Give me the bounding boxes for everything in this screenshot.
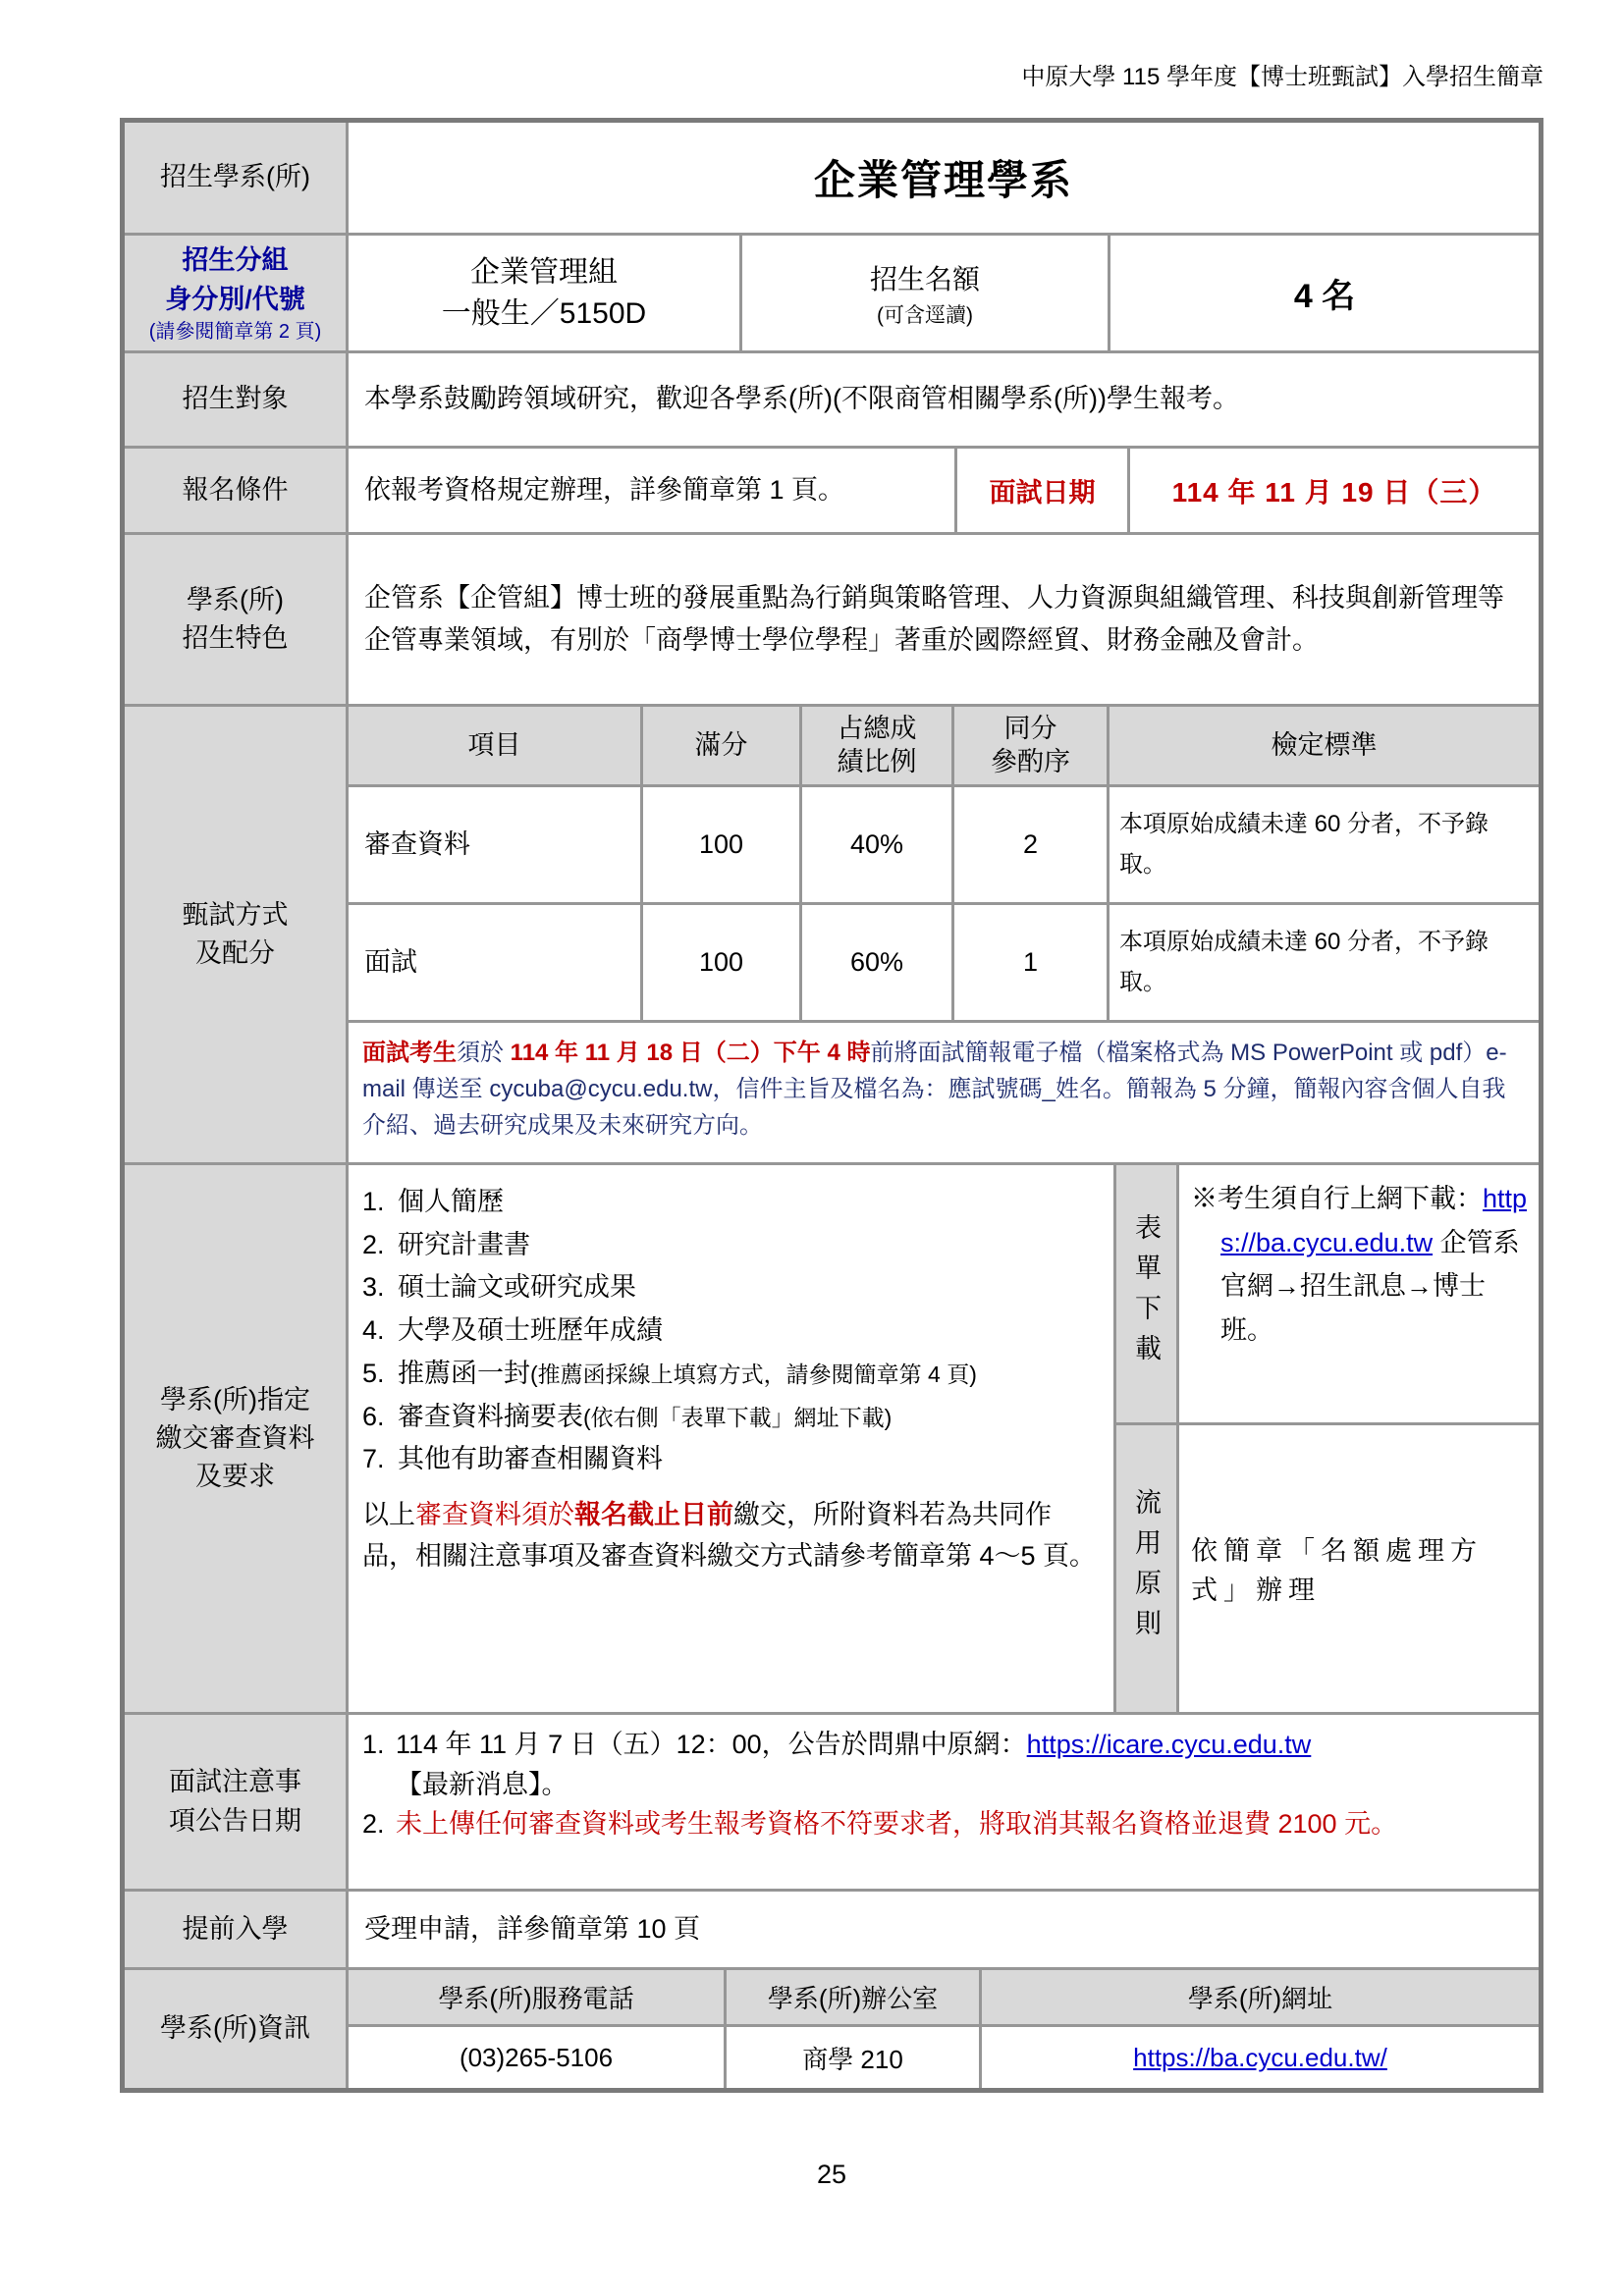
score-header-tie-line1: 同分 [1003,713,1057,743]
department-info-table [349,1970,1539,2088]
quota-label: 招生名額 [869,263,980,294]
list-item: 2. 研究計畫書 [362,1229,530,1259]
score-header-ratio-line2: 績比例 [837,746,917,776]
website-header: 學系(所)網址 [982,1970,1539,2024]
quota-flow-label-cell [1116,1425,1179,1712]
score-header-ratio [802,707,954,787]
submission-label-line1: 學系(所)指定 [160,1384,310,1415]
score-row2-tie: 1 [954,905,1110,1023]
exam-note-part3: 114 年 11 月 18 日（二）下午 4 時 [510,1040,871,1066]
exam-label [125,707,349,1162]
score-row2-ratio: 60% [802,905,954,1023]
page-number: 25 [816,2160,847,2189]
office-value: 商學 210 [727,2027,982,2088]
icare-link[interactable]: https://icare.cycu.edu.tw [1026,1730,1312,1759]
submission-label-line2: 繳交審查資料 [155,1422,315,1453]
list-item: 5. 推薦函一封(推薦函採線上填寫方式，請參閱簡章第 4 頁) [362,1358,977,1388]
department-info-header-row [349,1970,1539,2027]
website-link-cell [982,2027,1539,2088]
form-download-label-cell [1116,1165,1179,1422]
score-row2-full: 100 [643,905,802,1023]
row-apply-conditions [125,449,1539,535]
list-item: 1. 個人簡歷 [362,1187,504,1216]
score-table [349,707,1539,1023]
quota-flow-section [1116,1425,1539,1712]
form-download-section [1116,1165,1539,1425]
form-download-link[interactable]: https://ba.cycu.edu.tw [1220,1184,1528,1257]
list-item: 6. 審查資料摘要表(依右側「表單下載」網址下載) [362,1401,893,1431]
list-item: 3. 碩士論文或研究成果 [362,1272,636,1303]
row-target [125,353,1539,449]
early-admission-label: 提前入學 [125,1892,349,1967]
row-announcement [125,1715,1539,1892]
features-text: 企管系【企管組】博士班的發展重點為行銷與策略管理、人力資源與組織管理、科技與創新管理等企管專業領域，有別於「商學博士學位學程」著重於國際經貿、財務金融及會計。 [364,582,1504,655]
submission-label [125,1165,349,1712]
row-exam-scoring [125,707,1539,1165]
score-row1-standard: 本項原始成績未達 60 分者，不予錄取。 [1110,787,1539,905]
row-submission [125,1165,1539,1715]
score-header-full: 滿分 [643,707,802,787]
target-label: 招生對象 [125,353,349,446]
department-name: 企業管理學系 [813,157,1073,203]
department-website-link[interactable]: https://ba.cycu.edu.tw/ [1133,2042,1387,2072]
score-row1-full: 100 [643,787,802,905]
group-label-note: (請參閱簡章第 2 頁) [148,320,322,343]
list-item: 4. 大學及碩士班歷年成績 [362,1315,663,1346]
document-header: 中原大學 115 學年度【博士班甄試】入學招生簡章 [1021,64,1543,90]
apply-label: 報名條件 [125,449,349,532]
exam-note [349,1023,1539,1162]
announcement-label [125,1715,349,1889]
features-label-line2: 招生特色 [182,623,289,653]
department-info-label: 學系(所)資訊 [125,1970,349,2088]
group-label-line1: 招生分組 [182,245,289,276]
row-features [125,535,1539,707]
row-department-info [125,1970,1539,2088]
row-group-quota [125,236,1539,353]
submission-right-column [1116,1165,1539,1712]
announcement-item2: 2. 未上傳任何審查資料或考生報考資格不符要求者，將取消其報名資格並退費 2100 元。 [362,1809,1398,1839]
score-header-tie-line2: 參酌序 [991,746,1070,776]
interview-date-value: 114 年 11 月 19 日（三） [1171,476,1497,507]
group-label-line2: 身分別/代號 [165,284,305,314]
quota-value: 4 名 [1293,278,1356,315]
score-row2-standard: 本項原始成績未達 60 分者，不予錄取。 [1110,905,1539,1023]
row-early-admission [125,1892,1539,1970]
form-download-note: ※考生須自行上網下載：https://ba.cycu.edu.tw 企管系官網→招生訊息→博士班。 [1191,1184,1528,1345]
score-header-ratio-line1: 占總成 [837,713,917,743]
row-department [125,123,1539,236]
features-label-line1: 學系(所) [187,584,284,614]
quota-flow-label: 流用原則 [1131,1488,1161,1649]
group-label [125,236,349,350]
phone-header: 學系(所)服務電話 [349,1970,727,2024]
group-name-cell [349,236,742,350]
exam-note-part4: 前將面試簡報電子檔（檔案格式為 MS PowerPoint 或 pdf）e-mail 傳送至 cycuba@cycu.edu.tw，信件主旨及檔名為：應試號碼_姓名。簡報為 5 分鐘，簡報內容含個人自我介紹、過去研究成果及未來研究方向。 [362,1040,1507,1140]
quota-flow-text: 依簡章「名額處理方式」辦理 [1191,1535,1483,1605]
score-row1-item: 審查資料 [349,787,643,905]
phone-value: (03)265-5106 [349,2027,727,2088]
score-row1-ratio: 40% [802,787,954,905]
quota-label-cell [742,236,1110,350]
interview-date-label: 面試日期 [957,449,1130,532]
department-info-value-row [349,2027,1539,2088]
announcement-content [349,1715,1539,1889]
announcement-item1: 1. 114 年 11 月 7 日（五）12：00，公告於問鼎中原網：https://icare.cycu.edu.tw 【最新消息】。 [362,1730,1312,1799]
quota-flow-text-cell [1179,1425,1539,1712]
exam-label-line2: 及配分 [195,938,275,968]
score-header-standard: 檢定標準 [1110,707,1539,787]
exam-label-line1: 甄試方式 [182,899,289,930]
announcement-label-line2: 項公告日期 [169,1805,301,1836]
target-text: 本學系鼓勵跨領域研究，歡迎各學系(所)(不限商管相關學系(所))學生報考。 [364,384,1239,414]
early-admission-text: 受理申請，詳參簡章第 10 頁 [364,1913,701,1944]
submission-list [349,1165,1116,1712]
score-row2-item: 面試 [349,905,643,1023]
admission-table [120,118,1543,2093]
score-header-tie [954,707,1110,787]
announcement-label-line1: 面試注意事 [169,1767,301,1797]
list-item: 7. 其他有助審查相關資料 [362,1444,663,1474]
score-row1-tie: 2 [954,787,1110,905]
submission-label-line3: 及要求 [195,1462,275,1492]
exam-content [349,707,1539,1162]
score-header-item: 項目 [349,707,643,787]
submission-closing-note: 以上審查資料須於報名截止日前繳交，所附資料若為共同作品，相關注意事項及審查資料繳交方式請參考簡章第 4～5 頁。 [362,1500,1097,1571]
apply-text: 依報考資格規定辦理，詳參簡章第 1 頁。 [349,449,957,532]
quota-note: (可含逕讀) [877,303,973,327]
exam-note-part1: 面試考生 [362,1040,457,1066]
features-label [125,535,349,704]
exam-note-part2: 須於 [457,1040,511,1066]
form-download-label: 表單下載 [1131,1213,1161,1374]
office-header: 學系(所)辦公室 [727,1970,982,2024]
group-name: 企業管理組 [470,255,618,289]
department-label: 招生學系(所) [125,123,349,233]
group-code: 一般生／5150D [441,296,647,330]
